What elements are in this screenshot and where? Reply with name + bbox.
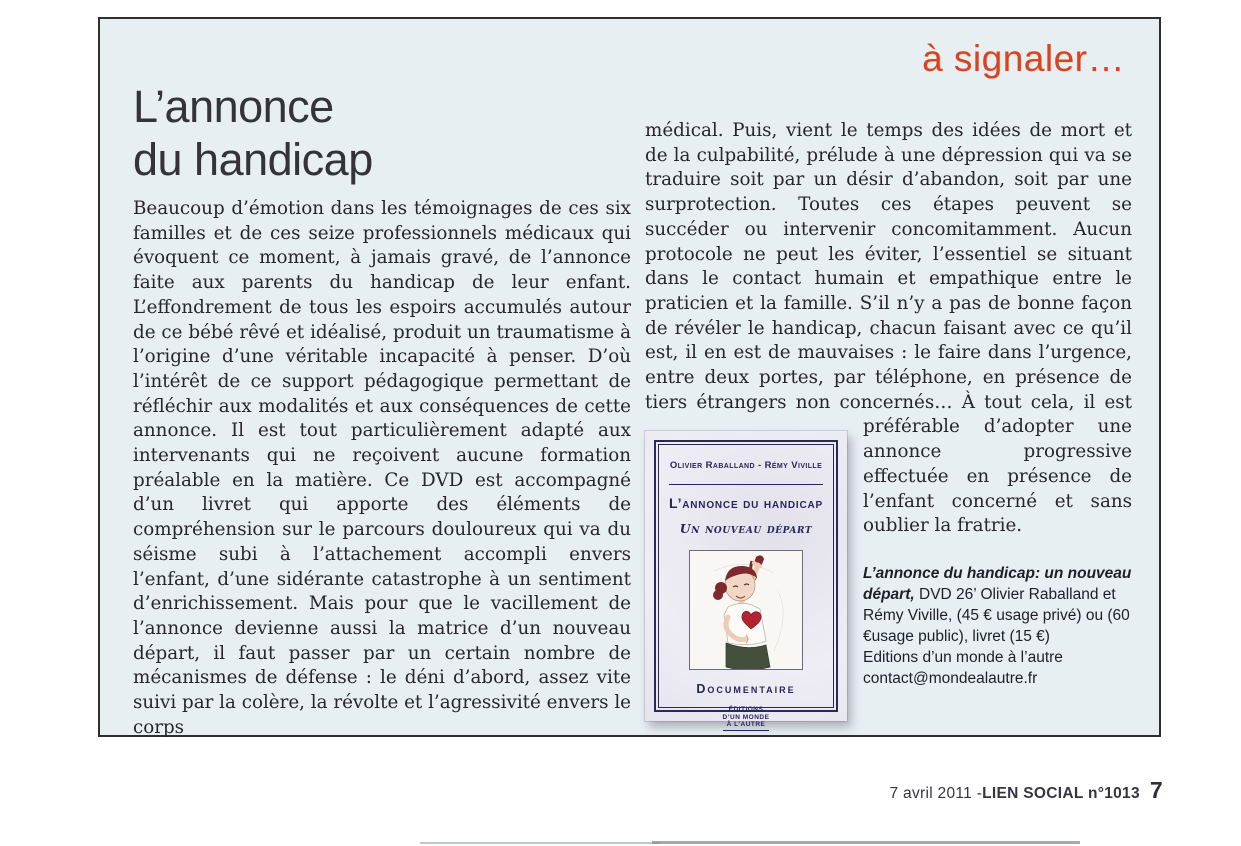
section-label: à signaler… xyxy=(922,38,1125,79)
caption-details: DVD 26’ Olivier Raballand et Rémy Viville, (45 € usage privé) ou (60 €usage public), livret (15 €) xyxy=(863,585,1130,645)
page-footer xyxy=(890,777,1164,804)
article-text-right-part1: médical. Puis, vient le temps des idées de mort et de la culpabilité, prélude à une dépression qui va se traduire soit par un désir d’abandon, soit par une surprotection. Toutes ces étapes peuvent se succéder ou intervenir concomitamment. Aucun protocole ne peut les éviter, l’essentiel se situant dans le contact humain et empathique entre le praticien et la famille. S’il n’y a pas de bonne façon de révéler le handicap, chacun faisant avec ce qu’il est, il en est de mauvaises : le faire dans l’urgence, entre deux portes, par téléphone, en présence de tiers étrangers non concernés… À tout xyxy=(645,120,1132,413)
dvd-cover-title: L’annonce du handicap xyxy=(668,495,824,512)
scan-artifact-dark xyxy=(652,841,1080,844)
article-title xyxy=(133,80,373,186)
girl-illustration xyxy=(694,551,798,669)
article-text-left: Beaucoup d’émotion dans les témoignages de ces six familles et de ces seize professionnels médicaux qui évoquent ce moment, à jamais gravé, de l’annonce faite aux parents du handicap de leur enfant. L’effondrement de tous les espoirs accumulés autour de ce bébé rêvé et idéalisé, produit un traumatisme à l’origine d’une véritable incapacité à penser. D’où l’intérêt de ce support pédagogique permettant de réfléchir aux modalités et aux conséquences de cette annonce. Il est tout particulièrement adapté aux intervenants qui ne reçoivent aucune formation préalable en la matière. Ce DVD est accompagné d’un livret qui apporte des éléments de compréhension sur le parcours douloureux qui va du séisme subi à l’attachement accompli envers l’enfant, d’une sidérante catastrophe à un sentiment d’enrichissement. Mais pour que le vacillement de l’annonce devienne aussi la matrice d’un nouveau départ, il faut passer par un certain nombre de mécanismes de défense : le déni d’abord, assez vite suivi par la colère, la révolte et l’agressivité envers le corps xyxy=(133,198,631,738)
publisher-logo xyxy=(723,706,770,731)
dvd-cover-subtitle: Un nouveau départ xyxy=(679,520,813,536)
dvd-cover xyxy=(645,431,847,729)
dvd-cover-authors: Olivier Raballand - Rémy Viville xyxy=(669,460,823,472)
scan-artifact-light xyxy=(420,842,660,844)
article-column-left xyxy=(133,197,631,740)
article-column-right xyxy=(645,119,1132,727)
caption-publisher: Editions d’un monde à l’autre xyxy=(863,648,1063,666)
article-title-line2: du handicap xyxy=(133,134,373,185)
dvd-cover-rule xyxy=(669,484,822,485)
footer-page-number: 7 xyxy=(1149,777,1163,803)
footer-date: 7 avril 2011 - xyxy=(889,785,983,802)
dvd-cover-inner-frame xyxy=(658,444,834,729)
publisher-line2: D’UN MONDE xyxy=(722,713,770,721)
publisher-line3: À L’AUTRE xyxy=(723,721,770,731)
dvd-cover-genre: Documentaire xyxy=(696,681,796,696)
caption-contact-email: contact@mondealautre.fr xyxy=(863,669,1038,687)
footer-magazine-title: LIEN SOCIAL n°1013 xyxy=(982,785,1140,802)
article-text-right-part2: cela, il est préférable d’adopter une annonce progressive effectuée en présence de l’enfant concerné et sans oublier la fratrie. xyxy=(863,391,1132,537)
caption-title: L’annonce du handicap: un nouveau départ, xyxy=(863,564,1132,603)
dvd-cover-frame xyxy=(654,440,838,729)
dvd-cover-artwork xyxy=(689,550,803,670)
article-title-line1: L’annonce xyxy=(133,81,334,132)
publisher-line1: ÉDITIONS xyxy=(728,706,764,714)
